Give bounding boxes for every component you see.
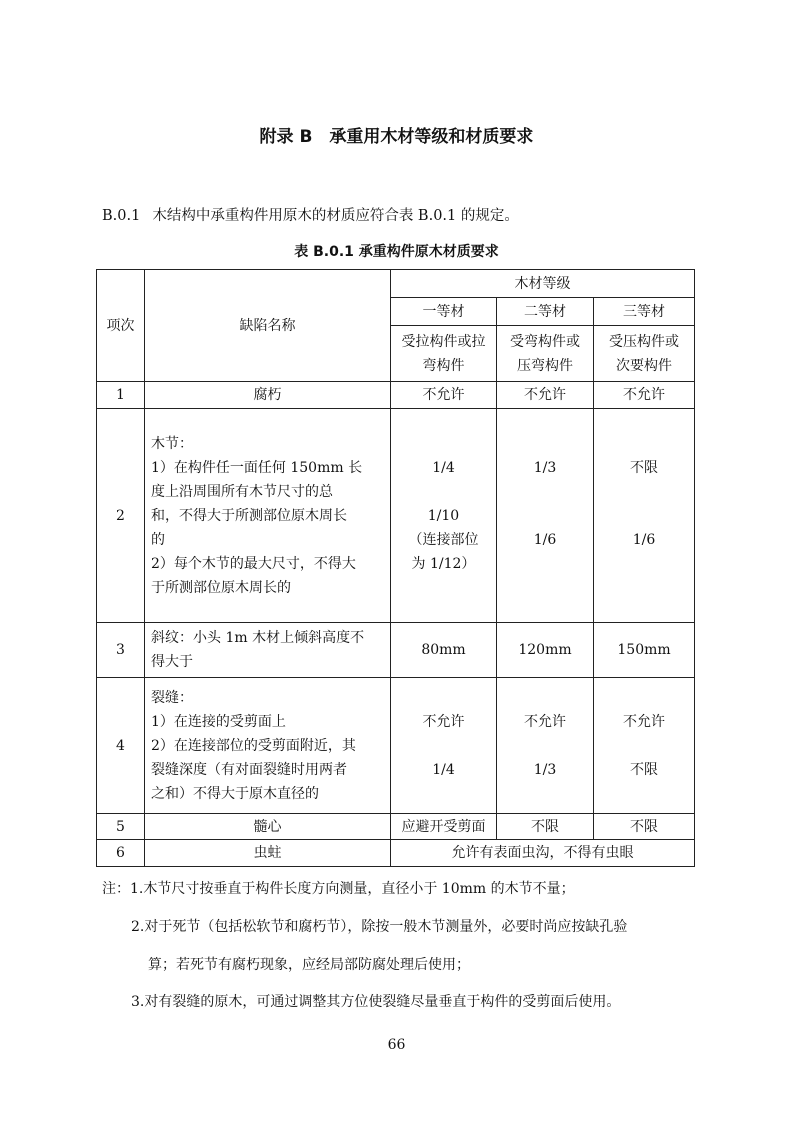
row-number: 4 bbox=[97, 678, 145, 814]
header-grade-group: 木材等级 bbox=[391, 270, 695, 298]
header-grade3: 三等材 bbox=[594, 298, 695, 326]
defect-description bbox=[145, 623, 391, 678]
grade3-value bbox=[594, 409, 695, 623]
desc-line: 度上沿周围所有木节尺寸的总 bbox=[151, 483, 333, 500]
defect-name: 虫蛀 bbox=[145, 840, 391, 867]
header-defect: 缺陷名称 bbox=[145, 270, 391, 382]
header-grade2-use bbox=[497, 326, 594, 382]
grade1-value: 不允许 bbox=[391, 382, 497, 409]
header-grade2: 二等材 bbox=[497, 298, 594, 326]
header-row bbox=[97, 270, 695, 298]
value-line: 1/6 bbox=[632, 531, 656, 548]
header-grade3-use bbox=[594, 326, 695, 382]
timber-grade-table bbox=[96, 269, 695, 867]
clause-text: 木结构中承重构件用原木的材质应符合表 B.0.1 的规定。 bbox=[152, 208, 519, 224]
row-number: 1 bbox=[97, 382, 145, 409]
value-line: 1/4 bbox=[432, 459, 455, 476]
value-line: 1/6 bbox=[533, 531, 557, 548]
desc-line: 1）在连接的受剪面上 bbox=[151, 713, 286, 730]
grade2-value: 不限 bbox=[497, 814, 594, 840]
value-line: 不允许 bbox=[524, 713, 566, 730]
clause-number: B.0.1 bbox=[102, 208, 141, 224]
defect-name: 髓心 bbox=[145, 814, 391, 840]
defect-description bbox=[145, 409, 391, 623]
table-row bbox=[97, 840, 695, 867]
row-number: 3 bbox=[97, 623, 145, 678]
use-line: 弯构件 bbox=[422, 357, 465, 374]
row-number: 2 bbox=[97, 409, 145, 623]
appendix-title: 附录 B 承重用木材等级和材质要求 bbox=[259, 127, 534, 147]
value-line: （连接部位 bbox=[408, 531, 479, 548]
table-row bbox=[97, 382, 695, 409]
use-line: 受压构件或 bbox=[609, 333, 680, 350]
desc-line: 之和）不得大于原木直径的 bbox=[151, 785, 319, 802]
header-item: 项次 bbox=[97, 270, 145, 382]
use-line: 次要构件 bbox=[616, 357, 673, 374]
grade2-value bbox=[497, 409, 594, 623]
header-grade1-use bbox=[391, 326, 497, 382]
grade3-value: 不允许 bbox=[594, 382, 695, 409]
grade1-value: 80mm bbox=[391, 623, 497, 678]
page-number: 66 bbox=[387, 1037, 406, 1053]
desc-line: 斜纹：小头 1m 木材上倾斜高度不 bbox=[151, 630, 365, 646]
grade3-value bbox=[594, 678, 695, 814]
note-2-continued: 算；若死节有腐朽现象，应经局部防腐处理后使用； bbox=[148, 957, 470, 973]
use-line: 压弯构件 bbox=[517, 357, 573, 374]
grade2-value bbox=[497, 678, 594, 814]
header-grade1: 一等材 bbox=[391, 298, 497, 326]
grade2-value: 120mm bbox=[497, 623, 594, 678]
table-row bbox=[97, 678, 695, 814]
note-1: 注：1.木节尺寸按垂直于构件长度方向测量，直径小于 10mm 的木节不量； bbox=[102, 881, 575, 897]
value-line: 1/4 bbox=[432, 761, 455, 778]
use-line: 受弯构件或 bbox=[510, 333, 580, 350]
row-number: 6 bbox=[97, 840, 145, 867]
desc-line: 于所测部位原木周长的 bbox=[151, 579, 291, 596]
desc-line: 木节： bbox=[151, 435, 193, 452]
grade2-value: 不允许 bbox=[497, 382, 594, 409]
merged-grade-value: 允许有表面虫沟，不得有虫眼 bbox=[391, 840, 695, 867]
grade3-value: 不限 bbox=[594, 814, 695, 840]
value-line: 不允许 bbox=[422, 713, 465, 730]
desc-line: 裂缝： bbox=[151, 689, 193, 706]
grade1-value: 应避开受剪面 bbox=[391, 814, 497, 840]
value-line: 不限 bbox=[630, 459, 659, 476]
table-row bbox=[97, 409, 695, 623]
desc-line: 的 bbox=[151, 531, 165, 548]
value-line: 1/3 bbox=[533, 459, 557, 476]
use-line: 受拉构件或拉 bbox=[401, 333, 486, 350]
desc-line: 得大于 bbox=[151, 654, 193, 670]
desc-line: 裂缝深度（有对面裂缝时用两者 bbox=[151, 761, 347, 778]
table-row bbox=[97, 623, 695, 678]
grade1-value bbox=[391, 678, 497, 814]
defect-description bbox=[145, 678, 391, 814]
row-number: 5 bbox=[97, 814, 145, 840]
desc-line: 2）每个木节的最大尺寸，不得大 bbox=[151, 555, 356, 572]
desc-line: 1）在构件任一面任何 150mm 长 bbox=[151, 459, 363, 476]
intro-paragraph bbox=[102, 204, 519, 225]
grade3-value: 150mm bbox=[594, 623, 695, 678]
desc-line: 和，不得大于所测部位原木周长 bbox=[151, 507, 347, 524]
table-caption: 表 B.0.1 承重构件原木材质要求 bbox=[294, 244, 499, 260]
value-line: 为 1/12） bbox=[411, 555, 476, 572]
grade1-value bbox=[391, 409, 497, 623]
value-line: 1/3 bbox=[533, 761, 557, 778]
desc-line: 2）在连接部位的受剪面附近，其 bbox=[151, 737, 356, 754]
table-row bbox=[97, 814, 695, 840]
defect-name: 腐朽 bbox=[145, 382, 391, 409]
note-3: 3.对有裂缝的原木，可通过调整其方位使裂缝尽量垂直于构件的受剪面后使用。 bbox=[131, 994, 621, 1010]
value-line: 不限 bbox=[630, 761, 659, 778]
value-line: 1/10 bbox=[427, 507, 460, 524]
value-line: 不允许 bbox=[623, 713, 666, 730]
note-2: 2.对于死节（包括松软节和腐朽节），除按一般木节测量外，必要时尚应按缺孔验 bbox=[131, 919, 628, 935]
